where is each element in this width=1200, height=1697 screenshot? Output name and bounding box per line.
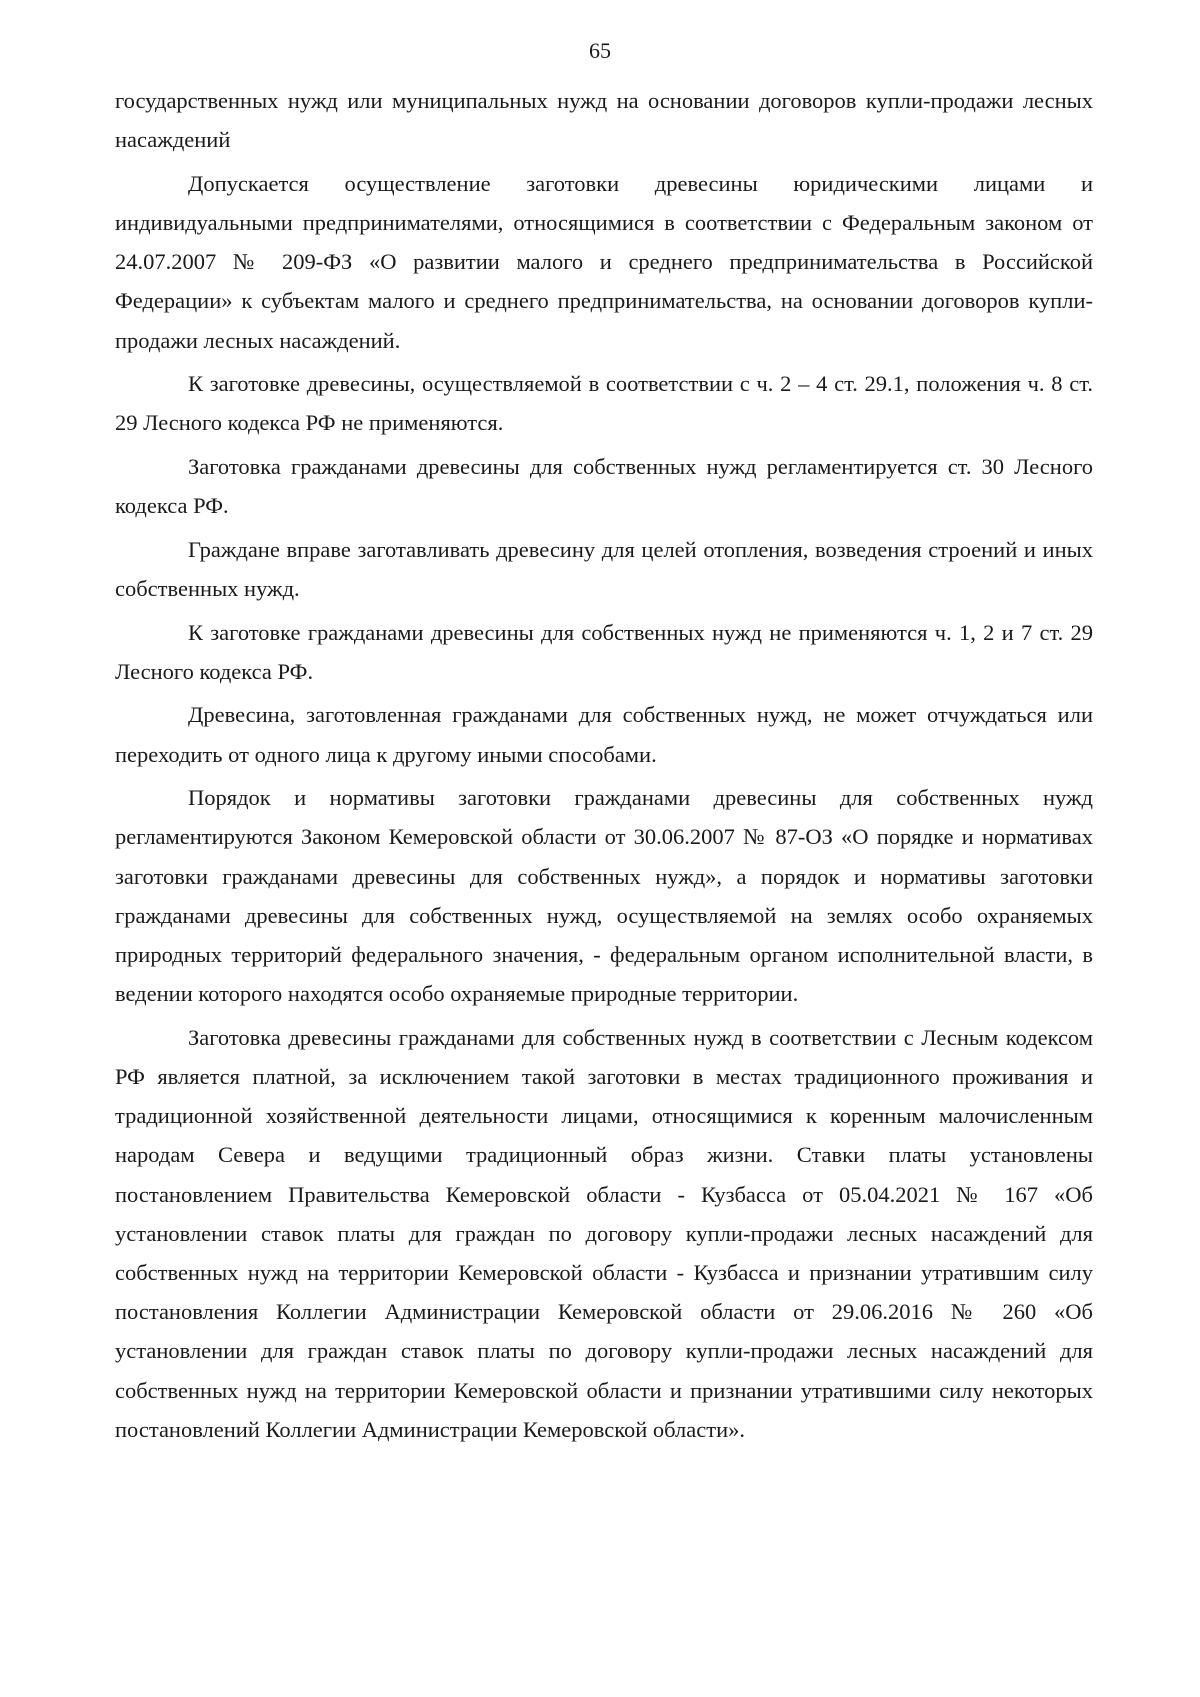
paragraph-procedure-norms: Порядок и нормативы заготовки гражданами древесины для собственных нужд регламентируются Законом Кемеровской области от 30.06.2007 № 87-ОЗ «О порядке и нормативах заготовки гражданами древесины для собственных нужд», а порядок и нормативы заготовки гражданами древесины для собственных нужд, осуществляемой на землях особо охраняемых природных территорий федерального значения, - федеральным органом исполнительной власти, в ведении которого находятся особо охраняемые природные территории. [115,785,1093,1007]
page-number: 65 [589,38,611,63]
document-body [115,81,1093,1453]
paragraph-article-29-1: К заготовке древесины, осуществляемой в соответствии с ч. 2 – 4 ст. 29.1, положения ч. 8 ст. 29 Лесного кодекса РФ не применяются. [115,371,1093,436]
paragraph-citizens-rights: Граждане вправе заготавливать древесину для целей отопления, возведения строений и иных собственных нужд. [115,536,1093,601]
paragraph-payment-rates: Заготовка древесины гражданами для собственных нужд в соответствии с Лесным кодексом РФ является платной, за исключением такой заготовки в местах традиционного проживания и традиционной хозяйственной деятельности лицами, относящимися к коренным малочисленным народам Севера и ведущими традиционный образ жизни. Ставки платы установлены постановлением Правительства Кемеровской области - Кузбасса от 05.04.2021 № 167 «Об установлении ставок платы для граждан по договору купли-продажи лесных насаждений для собственных нужд на территории Кемеровской области - Кузбасса и признании утратившим силу постановления Коллегии Администрации Кемеровской области от 29.06.2016 № 260 «Об установлении для граждан ставок платы по договору купли-продажи лесных насаждений для собственных нужд на территории Кемеровской области и признании утратившими силу некоторых постановлений Коллегии Администрации Кемеровской области». [115,1024,1093,1442]
paragraph-continuation: государственных нужд или муниципальных нужд на основании договоров купли-продажи лесных насаждений [115,88,1093,153]
paragraph-small-business-harvesting: Допускается осуществление заготовки древесины юридическими лицами и индивидуальными предпринимателями, относящимися в соответствии с Федеральным законом от 24.07.2007 № 209-ФЗ «О развитии малого и среднего предпринимательства в Российской Федерации» к субъектам малого и среднего предпринимательства, на основании договоров купли-продажи лесных насаждений. [115,170,1093,353]
paragraph-article-30: Заготовка гражданами древесины для собственных нужд регламентируется ст. 30 Лесного кодекса РФ. [115,454,1093,519]
paragraph-alienation: Древесина, заготовленная гражданами для собственных нужд, не может отчуждаться или переходить от одного лица к другому иными способами. [115,702,1093,767]
paragraph-not-applicable: К заготовке гражданами древесины для собственных нужд не применяются ч. 1, 2 и 7 ст. 29 Лесного кодекса РФ. [115,619,1093,684]
